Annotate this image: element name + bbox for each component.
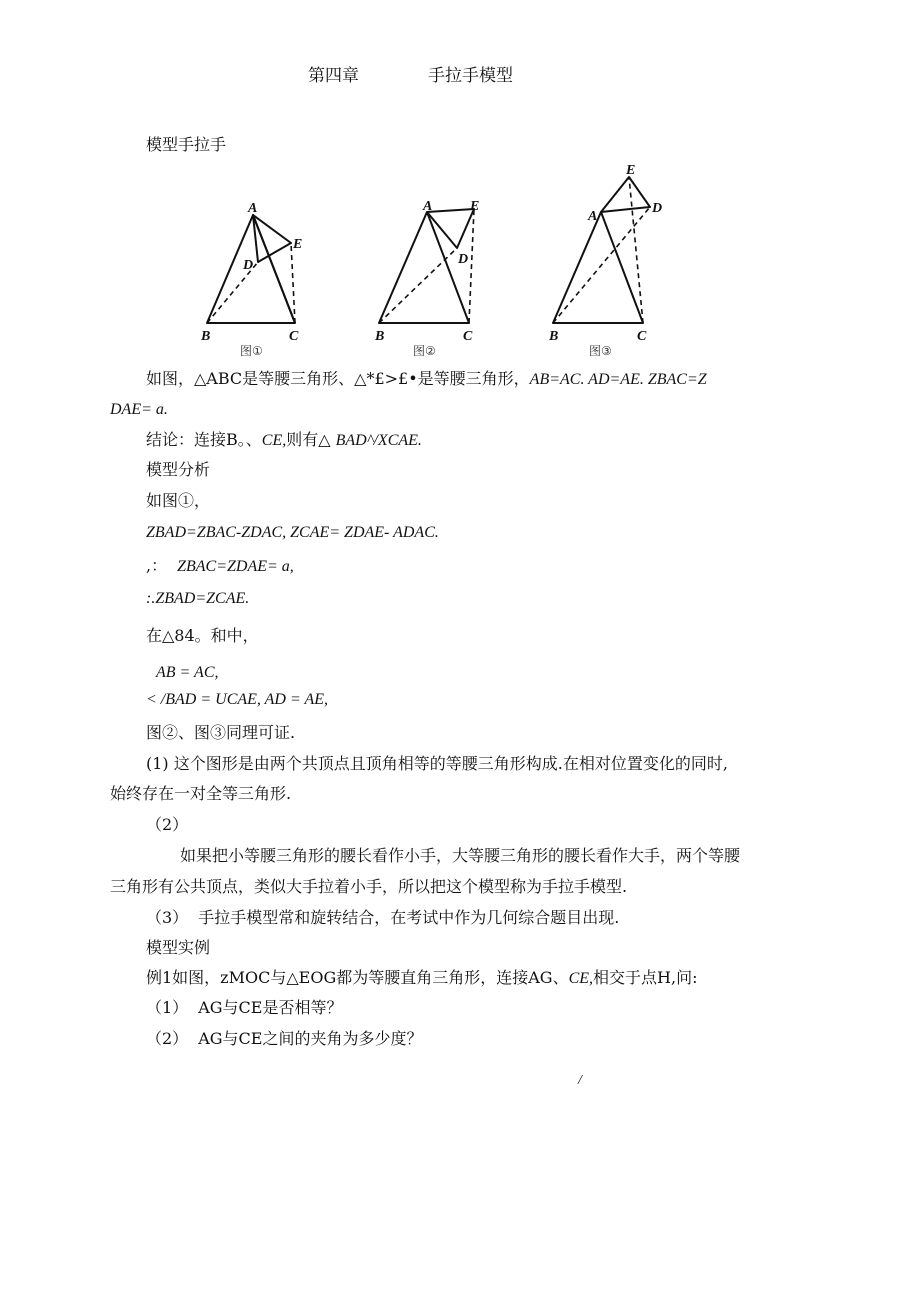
fig3-label-b: B bbox=[549, 329, 559, 344]
example-title: 模型实例 bbox=[146, 938, 211, 957]
fig2-label-c: C bbox=[463, 329, 473, 344]
analysis-eq2: ZBAC=ZDAE= a, bbox=[177, 558, 294, 575]
conclusion-b: CE, bbox=[261, 432, 287, 449]
point-3-number: （3） bbox=[146, 908, 189, 927]
point-2-line-1: 如果把小等腰三角形的腰长看作小手，大等腰三角形的腰长看作大手，两个等腰 bbox=[180, 846, 741, 865]
figure-3 bbox=[553, 177, 650, 323]
fig3-segment-ce bbox=[629, 177, 643, 323]
figures-panel bbox=[0, 150, 920, 380]
analysis-eq3: :.ZBAD=ZCAE. bbox=[146, 590, 250, 607]
point-3-text: 手拉手模型常和旋转结合，在考试中作为几何综合题目出现. bbox=[198, 908, 620, 927]
example-text-b: CE, bbox=[568, 970, 594, 987]
fig3-label-a: A bbox=[588, 209, 598, 224]
analysis-sys1: AB = AC, bbox=[156, 664, 219, 681]
intro-formula: AB=AC. AD=AE. ZBAC=Z bbox=[529, 371, 707, 388]
example-line bbox=[146, 968, 697, 989]
example-text-c: 相交于点H,问: bbox=[593, 968, 698, 987]
question-2 bbox=[146, 1029, 422, 1049]
fig1-label-d: D bbox=[243, 258, 254, 273]
fig2-label-d: D bbox=[458, 252, 469, 267]
fig2-caption: 图② bbox=[413, 344, 436, 358]
example-text-a: 例1如图，zMOC与△EOG都为等腰直角三角形，连接AG、 bbox=[146, 968, 569, 987]
conclusion-c: 则有△ bbox=[286, 430, 331, 449]
question-1-text: AG与CE是否相等？ bbox=[198, 998, 343, 1017]
intro-line-1 bbox=[146, 369, 707, 390]
question-1 bbox=[146, 998, 342, 1018]
fig2-triangle-abc bbox=[379, 212, 469, 323]
intro-text: 如图，△ABC是等腰三角形、△*£>£•是等腰三角形， bbox=[146, 369, 530, 388]
fig3-label-c: C bbox=[637, 329, 647, 344]
analysis-in-triangle: 在△84。和中， bbox=[146, 626, 259, 645]
fig1-caption: 图① bbox=[240, 344, 263, 358]
analysis-title: 模型分析 bbox=[146, 460, 211, 479]
fig3-label-d: D bbox=[652, 201, 663, 216]
point-3-line bbox=[146, 908, 619, 928]
fig3-label-e: E bbox=[626, 163, 636, 178]
question-1-number: （1） bbox=[146, 998, 189, 1017]
analysis-eq2-prefix: ,： bbox=[146, 556, 168, 575]
fig2-segment-ce bbox=[469, 209, 474, 323]
fig2-label-b: B bbox=[375, 329, 385, 344]
point-1-line-1: (1) 这个图形是由两个共顶点且顶角相等的等腰三角形构成.在相对位置变化的同时, bbox=[146, 754, 728, 773]
analysis-eq1: ZBAD=ZBAC-ZDAC, ZCAE= ZDAE- ADAC. bbox=[146, 524, 439, 541]
analysis-sys2: < /BAD = UCAE, AD = AE, bbox=[146, 691, 329, 708]
analysis-see-fig1: 如图①， bbox=[146, 491, 211, 510]
fig1-label-c: C bbox=[289, 329, 299, 344]
question-2-number: （2） bbox=[146, 1029, 189, 1048]
fig1-label-e: E bbox=[293, 237, 303, 252]
section-title: 模型手拉手 bbox=[146, 135, 227, 154]
conclusion-d: BAD^/XCAE. bbox=[335, 432, 422, 449]
stray-mark: / bbox=[578, 1073, 582, 1088]
fig2-label-a: A bbox=[423, 199, 433, 214]
analysis-eq2-line bbox=[146, 556, 294, 577]
fig3-caption: 图③ bbox=[589, 344, 612, 358]
intro-line-2: DAE= a. bbox=[110, 401, 168, 418]
fig3-triangle-ade bbox=[601, 177, 650, 212]
point-2-number: （2） bbox=[146, 815, 189, 834]
point-2-line-2: 三角形有公共顶点，类似大手拉着小手，所以把这个模型称为手拉手模型. bbox=[110, 877, 628, 896]
fig1-triangle-ade bbox=[253, 215, 291, 262]
fig1-segment-ce bbox=[291, 243, 295, 323]
conclusion-a: 结论：连接B。、 bbox=[146, 430, 262, 449]
fig2-label-e: E bbox=[470, 199, 480, 214]
conclusion-line bbox=[146, 430, 422, 451]
fig1-label-b: B bbox=[201, 329, 211, 344]
chapter-label: 第四章 bbox=[308, 66, 359, 86]
chapter-title: 手拉手模型 bbox=[428, 66, 513, 86]
fig2-segment-bd bbox=[379, 248, 457, 323]
fig1-label-a: A bbox=[248, 201, 258, 216]
question-2-text: AG与CE之间的夹角为多少度？ bbox=[198, 1029, 423, 1048]
analysis-same-proof: 图②、图③同理可证. bbox=[146, 723, 296, 742]
point-1-line-2: 始终存在一对全等三角形. bbox=[110, 784, 292, 803]
